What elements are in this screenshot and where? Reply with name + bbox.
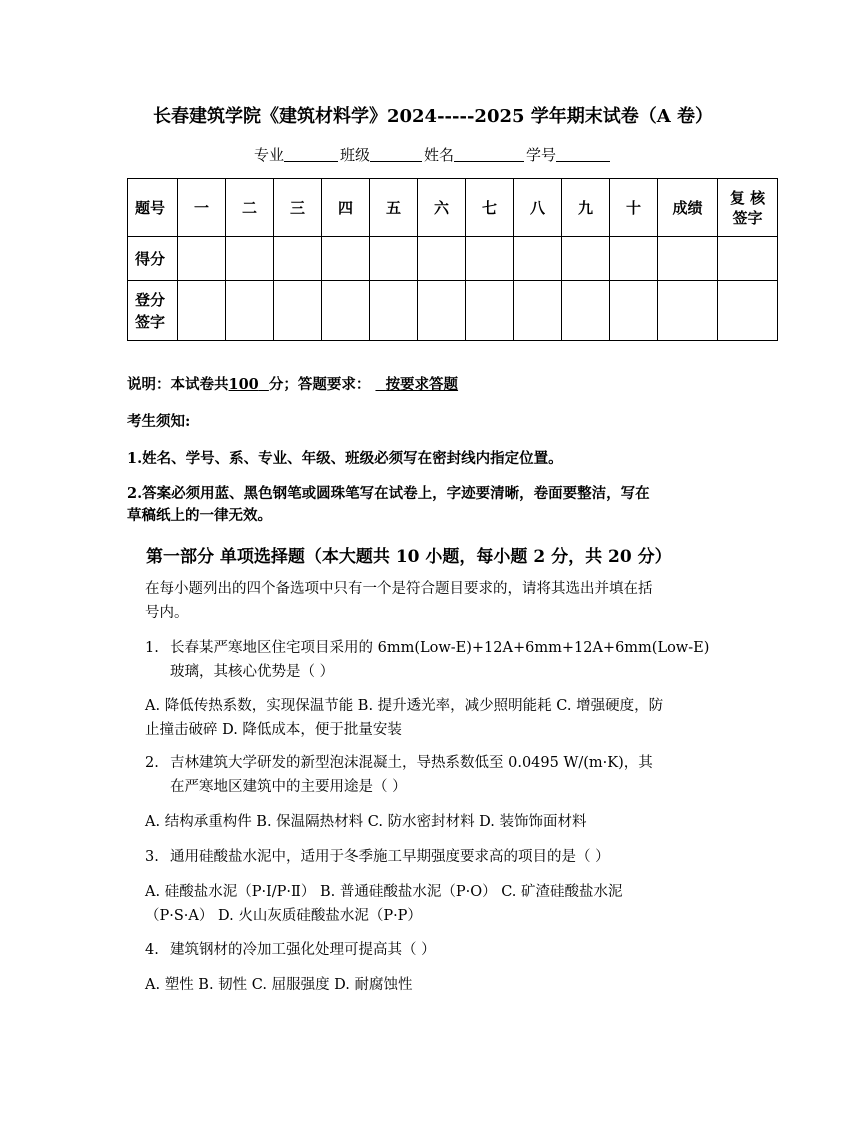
major-label: 专业 xyxy=(253,146,284,164)
signature-cell[interactable] xyxy=(658,281,718,341)
score-label: 得分 xyxy=(128,237,178,281)
score-cell[interactable] xyxy=(718,237,778,281)
options-line2: 止撞击破碎 D. 降低成本，便于批量安装 xyxy=(145,722,402,738)
rule-2-line2: 草稿纸上的一律无效。 xyxy=(127,507,272,524)
class-field[interactable] xyxy=(370,145,422,162)
review-label-line2: 签字 xyxy=(732,208,763,227)
explain-prefix: 说明：本试卷共 xyxy=(127,376,229,393)
requirement-value: 按要求答题 xyxy=(385,376,459,393)
question-number: 4. xyxy=(145,942,159,958)
score-cell[interactable] xyxy=(178,237,226,281)
signature-cell[interactable] xyxy=(718,281,778,341)
question-number: 3. xyxy=(145,849,159,865)
question-number: 2. xyxy=(145,755,159,771)
question-stem-line2: 在严寒地区建筑中的主要用途是（ ） xyxy=(170,779,407,795)
table-header-row xyxy=(128,179,778,237)
score-cell[interactable] xyxy=(274,237,322,281)
col-header: 一 xyxy=(178,179,226,237)
score-row xyxy=(128,237,778,281)
col-header: 六 xyxy=(418,179,466,237)
col-header: 五 xyxy=(370,179,418,237)
rule-2 xyxy=(127,483,767,527)
question-stem-line1: 吉林建筑大学研发的新型泡沫混凝土，导热系数低至 0.0495 W/(m·K)，其 xyxy=(170,755,653,771)
name-label: 姓名 xyxy=(424,146,455,164)
score-cell[interactable] xyxy=(418,237,466,281)
total-points-value: 100 xyxy=(228,376,259,393)
signature-cell[interactable] xyxy=(562,281,610,341)
score-cell[interactable] xyxy=(562,237,610,281)
record-sign-label xyxy=(128,281,178,341)
rule-1: 1.姓名、学号、系、专业、年级、班级必须写在密封线内指定位置。 xyxy=(127,450,563,467)
review-sign-label xyxy=(718,179,778,237)
rule-2-line1: 2.答案必须用蓝、黑色钢笔或圆珠笔写在试卷上，字迹要清晰，卷面要整洁，写在 xyxy=(127,485,650,502)
question-stem-line1: 建筑钢材的冷加工强化处理可提高其（ ） xyxy=(170,942,436,958)
col-header: 七 xyxy=(466,179,514,237)
score-cell[interactable] xyxy=(226,237,274,281)
signature-cell[interactable] xyxy=(322,281,370,341)
score-cell[interactable] xyxy=(514,237,562,281)
question-stem-line1: 长春某严寒地区住宅项目采用的 6mm(Low-E)+12A+6mm+12A+6mm(Low-E) xyxy=(170,640,710,656)
signature-row xyxy=(128,281,778,341)
student-id-label: 学号 xyxy=(526,146,557,164)
major-field[interactable] xyxy=(284,145,338,162)
col-header: 二 xyxy=(226,179,274,237)
options-line1: A. 硅酸盐水泥（P·Ⅰ/P·Ⅱ） B. 普通硅酸盐水泥（P·O） C. 矿渣硅酸盐水泥 xyxy=(145,884,623,900)
col-header: 九 xyxy=(562,179,610,237)
question-number-label: 题号 xyxy=(128,179,178,237)
signature-cell[interactable] xyxy=(274,281,322,341)
total-points xyxy=(229,376,269,393)
notice-title: 考生须知: xyxy=(127,413,191,430)
exam-title: 长春建筑学院《建筑材料学》2024-----2025 学年期末试卷（A 卷） xyxy=(152,106,714,127)
review-label-line1: 复 核 xyxy=(729,188,766,207)
answer-requirement xyxy=(375,376,458,393)
student-info-line xyxy=(0,144,866,165)
name-field[interactable] xyxy=(454,145,524,162)
score-cell[interactable] xyxy=(658,237,718,281)
options-line1: A. 降低传热系数，实现保温节能 B. 提升透光率，减少照明能耗 C. 增强硬度，防 xyxy=(145,698,664,714)
score-cell[interactable] xyxy=(370,237,418,281)
question-number: 1. xyxy=(145,640,159,656)
signature-cell[interactable] xyxy=(178,281,226,341)
question-stem-line1: 通用硅酸盐水泥中，适用于冬季施工早期强度要求高的项目的是（ ） xyxy=(170,849,610,865)
explain-mid: 分；答题要求： xyxy=(268,376,371,393)
question-stem-line2: 玻璃，其核心优势是（ ） xyxy=(170,664,335,680)
signature-cell[interactable] xyxy=(514,281,562,341)
signature-cell[interactable] xyxy=(226,281,274,341)
class-label: 班级 xyxy=(339,146,370,164)
options-line1: A. 结构承重构件 B. 保温隔热材料 C. 防水密封材料 D. 装饰饰面材料 xyxy=(145,814,587,830)
signature-cell[interactable] xyxy=(610,281,658,341)
col-header: 十 xyxy=(610,179,658,237)
options-line2: （P·S·A） D. 火山灰质硅酸盐水泥（P·P） xyxy=(145,908,422,924)
score-cell[interactable] xyxy=(610,237,658,281)
signature-cell[interactable] xyxy=(418,281,466,341)
question-3-options xyxy=(145,880,745,928)
options-line1: A. 塑性 B. 韧性 C. 屈服强度 D. 耐腐蚀性 xyxy=(145,977,413,993)
question-4 xyxy=(145,938,745,962)
question-1 xyxy=(145,636,745,684)
question-4-options xyxy=(145,973,745,997)
signature-cell[interactable] xyxy=(370,281,418,341)
exam-explanation xyxy=(127,374,747,396)
section-1-heading: 第一部分 单项选择题（本大题共 10 小题，每小题 2 分，共 20 分） xyxy=(146,547,672,567)
total-score-label: 成绩 xyxy=(658,179,718,237)
col-header: 三 xyxy=(274,179,322,237)
col-header: 四 xyxy=(322,179,370,237)
record-label-line1: 登分 xyxy=(135,290,166,309)
question-2 xyxy=(145,751,745,799)
question-3 xyxy=(145,845,745,869)
section-1-intro xyxy=(145,577,745,625)
intro-line1: 在每小题列出的四个备选项中只有一个是符合题目要求的，请将其选出并填在括 xyxy=(145,581,653,597)
question-2-options xyxy=(145,810,745,834)
question-1-options xyxy=(145,694,745,742)
col-header: 八 xyxy=(514,179,562,237)
score-cell[interactable] xyxy=(466,237,514,281)
score-cell[interactable] xyxy=(322,237,370,281)
student-id-field[interactable] xyxy=(556,145,610,162)
score-table xyxy=(127,178,778,341)
record-label-line2: 签字 xyxy=(135,312,166,331)
intro-line2: 号内。 xyxy=(145,605,189,621)
signature-cell[interactable] xyxy=(466,281,514,341)
